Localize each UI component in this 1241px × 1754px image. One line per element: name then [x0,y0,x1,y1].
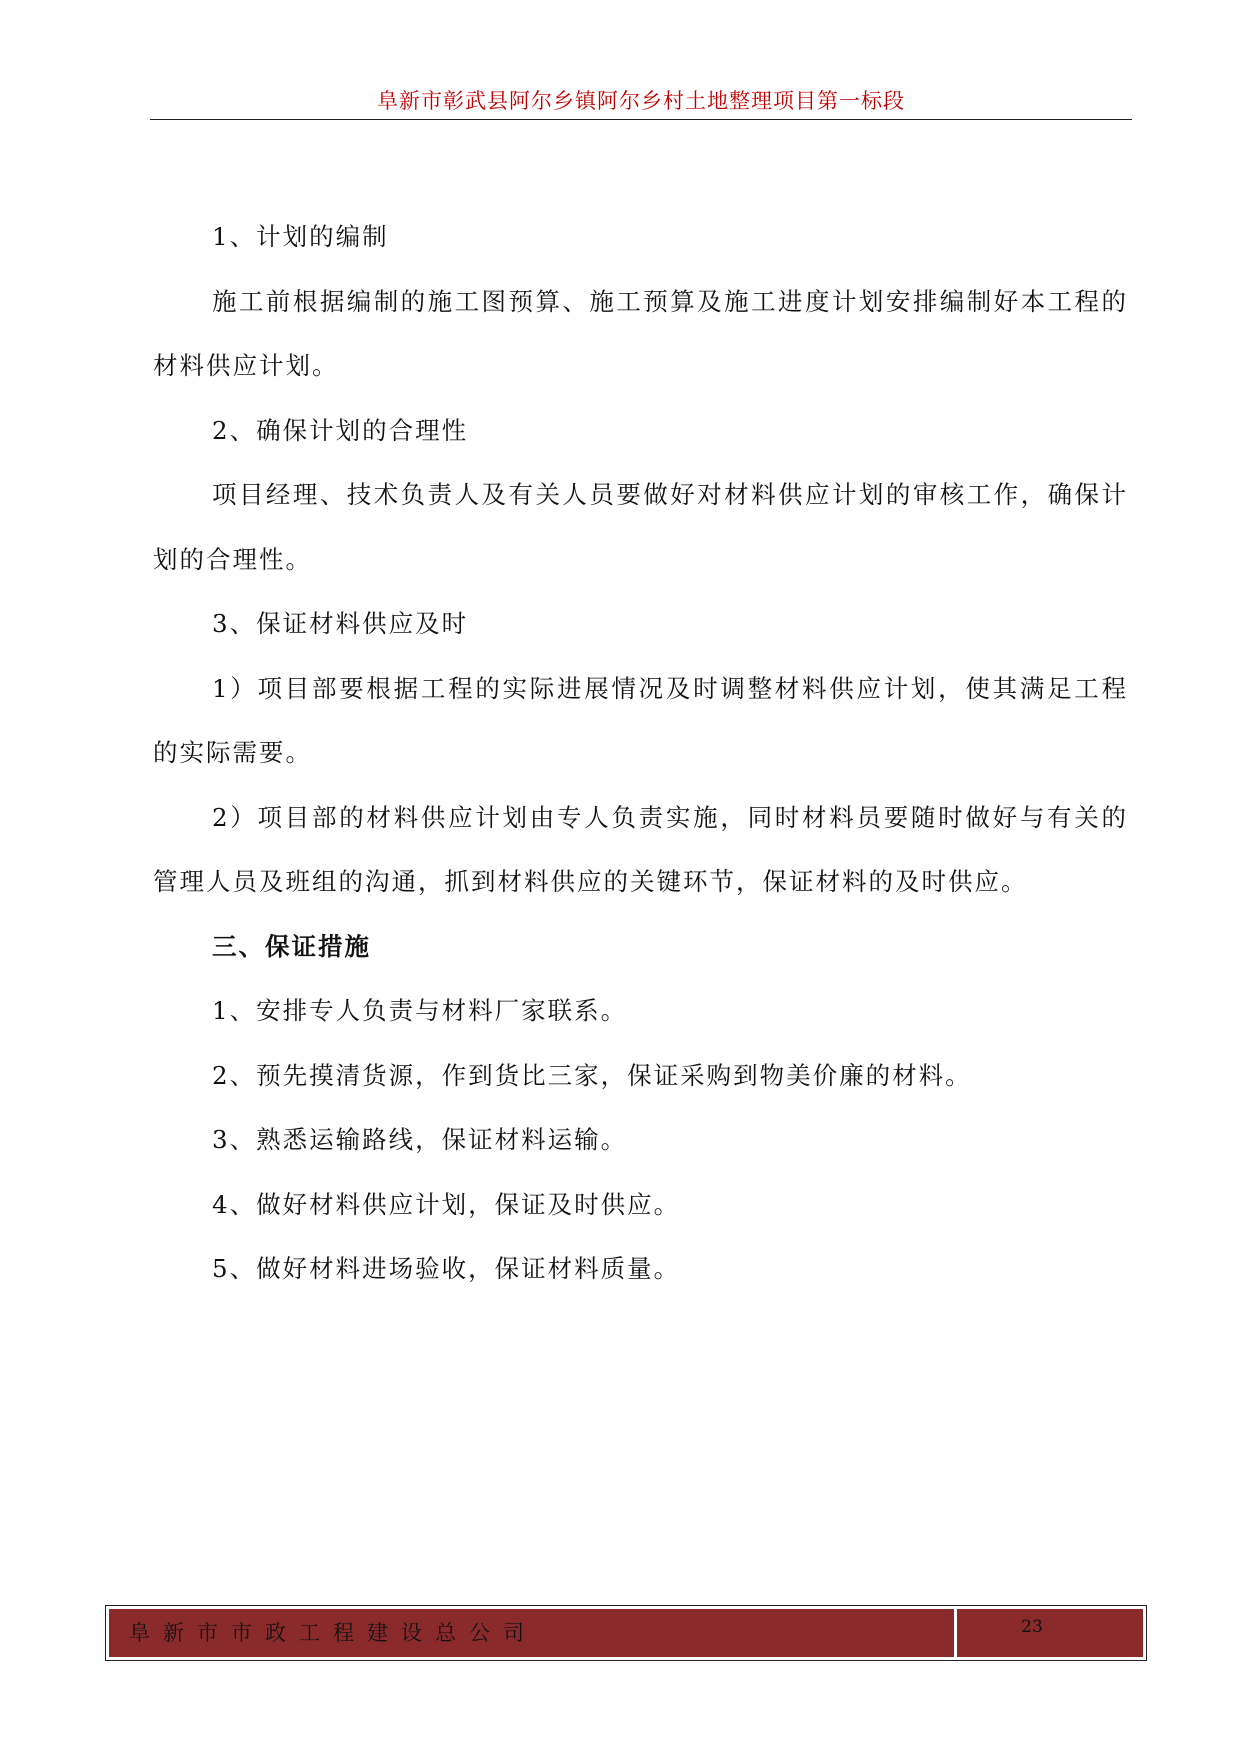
paragraph-2: 施工前根据编制的施工图预算、施工预算及施工进度计划安排编制好本工程的材料供应计划。 [153,286,1128,380]
paragraph-10: 2、预先摸清货源，作到货比三家，保证采购到物美价廉的材料。 [212,1060,972,1090]
header-rule [150,119,1132,120]
paragraph-7: 2）项目部的材料供应计划由专人负责实施，同时材料员要随时做好与有关的管理人员及班组的沟通，抓到材料供应的关键环节，保证材料的及时供应。 [153,802,1128,896]
paragraph-12: 4、做好材料供应计划，保证及时供应。 [212,1189,681,1219]
paragraph-9: 1、安排专人负责与材料厂家联系。 [212,996,628,1025]
paragraph-13: 5、做好材料进场验收，保证材料质量。 [212,1254,681,1283]
paragraph-4: 项目经理、技术负责人及有关人员要做好对材料供应计划的审核工作，确保计划的合理性。 [153,480,1128,574]
paragraph-3: 2、确保计划的合理性 [212,415,469,445]
document-body [153,205,1128,1302]
paragraph-11: 3、熟悉运输路线，保证材料运输。 [212,1125,628,1154]
paragraph-5: 3、保证材料供应及时 [212,609,469,638]
footer-company-name: 阜新市市政工程建设总公司 [109,1609,954,1657]
page-header-title: 阜新市彰武县阿尔乡镇阿尔乡村土地整理项目第一标段 [377,89,905,113]
paragraph-1: 1、计划的编制 [212,222,389,251]
footer-page-number: 23 [957,1609,1143,1657]
section-heading: 三、保证措施 [212,931,371,961]
paragraph-6: 1）项目部要根据工程的实际进展情况及时调整材料供应计划，使其满足工程的实际需要。 [153,673,1128,767]
